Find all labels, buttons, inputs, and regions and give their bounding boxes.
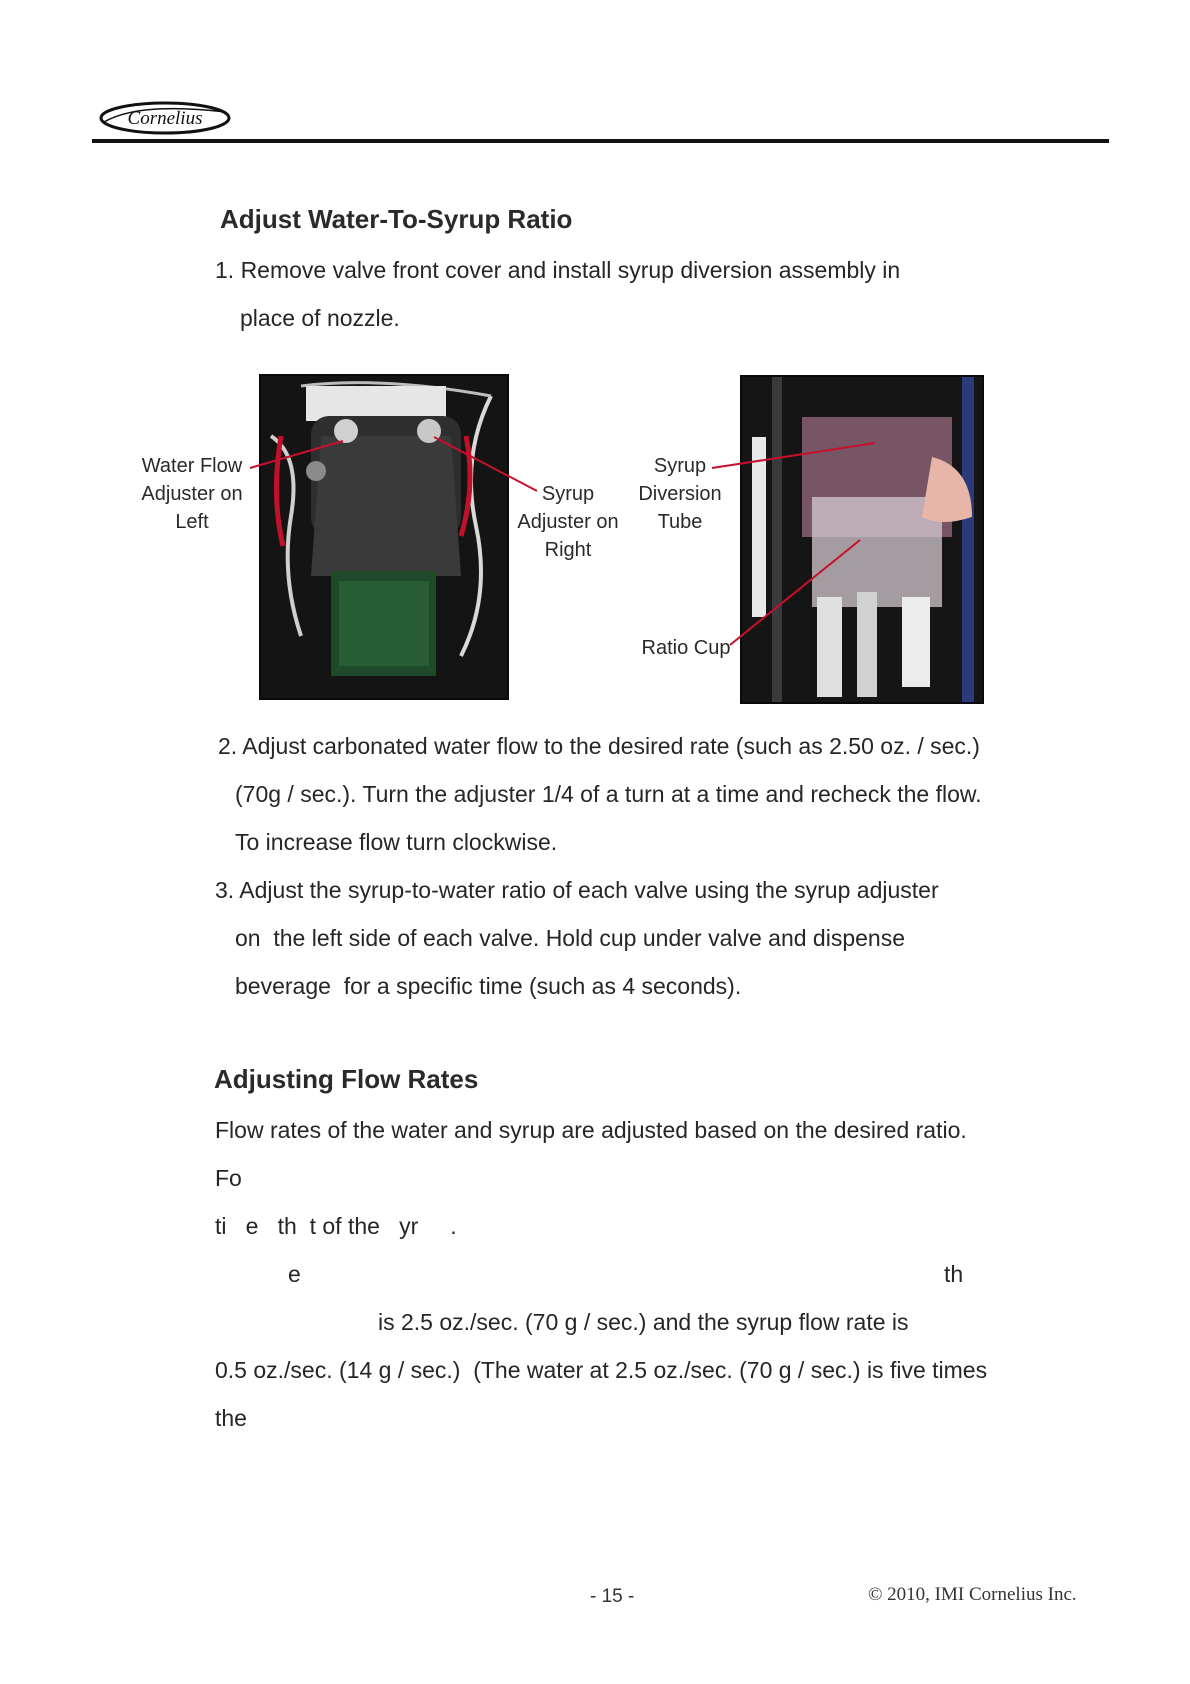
section-title-adjust-ratio: Adjust Water-To-Syrup Ratio [220, 204, 573, 234]
flow-line-7: the [215, 1405, 247, 1431]
flow-line-6: 0.5 oz./sec. (14 g / sec.) (The water at 2.5 oz./sec. (70 g / sec.) is five times [215, 1357, 988, 1383]
callout-ratio-cup: Ratio Cup [641, 637, 731, 659]
page-number: - 15 - [590, 1586, 635, 1607]
flow-line-3: ti e th t of the yr . [215, 1213, 457, 1239]
step2-line1: 2. Adjust carbonated water flow to the desired rate (such as 2.50 oz. / sec.) [218, 733, 980, 759]
section-title-flow-rates: Adjusting Flow Rates [214, 1064, 479, 1094]
callout-water-flow-adjuster: Water Flow Adjuster on Left [141, 455, 243, 533]
step3-line3: beverage for a specific time (such as 4 seconds). [235, 973, 742, 999]
step1-line2: place of nozzle. [240, 305, 400, 331]
step2-line2: (70g / sec.). Turn the adjuster 1/4 of a turn at a time and recheck the flow. [235, 781, 982, 807]
flow-line-4b: th [944, 1261, 964, 1287]
step2-line3: To increase flow turn clockwise. [235, 829, 558, 855]
flow-line-1: Flow rates of the water and syrup are adjusted based on the desired ratio. [215, 1117, 967, 1143]
flow-line-5: is 2.5 oz./sec. (70 g / sec.) and the syrup flow rate is [378, 1309, 909, 1335]
flow-line-4a: e [288, 1261, 301, 1287]
callout-syrup-diversion-tube: Syrup Diversion Tube [638, 455, 722, 533]
step3-line1: 3. Adjust the syrup-to-water ratio of each valve using the syrup adjuster [215, 877, 939, 903]
flow-line-2: Fo [215, 1165, 242, 1191]
step1-line1: 1. Remove valve front cover and install syrup diversion assembly in [215, 257, 901, 283]
callout-syrup-adjuster: Syrup Adjuster on Right [517, 483, 619, 561]
logo-text: Cornelius [127, 108, 203, 129]
step3-line2: on the left side of each valve. Hold cup under valve and dispense [235, 925, 905, 951]
callout-leaders [0, 0, 1190, 760]
copyright: © 2010, IMI Cornelius Inc. [868, 1584, 1077, 1605]
